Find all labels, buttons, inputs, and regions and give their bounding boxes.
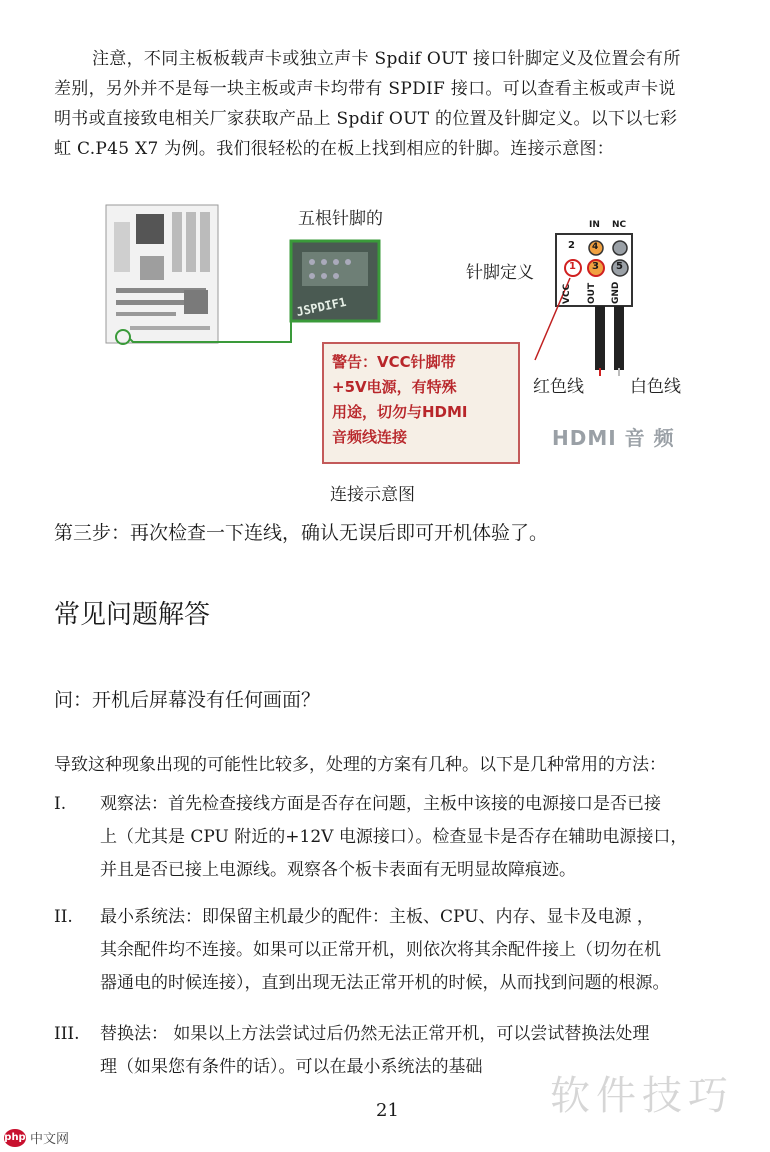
step3-text: 第三步：再次检查一下连线，确认无误后即可开机体验了。 [54,522,549,544]
intro-line: 差别，另外并不是每一块主板或声卡均带有 SPDIF 接口。可以查看主板或声卡说 [54,79,676,99]
hdmi-audio-label: HDMI 音 频 [552,426,675,450]
intro-line: 明书或直接致电相关厂家获取产品上 Spdif OUT 的位置及针脚定义。以下以七彩 [54,109,678,129]
method-line: 理（如果您有条件的话）。可以在最小系统法的基础 [100,1057,483,1077]
wire-connector-right [614,306,624,370]
figure-caption: 连接示意图 [330,485,415,505]
method-line: 替换法： 如果以上方法尝试过后仍然无法正常开机，可以尝试替换法处理 [100,1024,650,1044]
method-line: 其余配件均不连接。如果可以正常开机，则依次将其余配件接上（切勿在机 [100,940,661,960]
jspdif-label: JSPDIF1 [295,294,348,320]
pin-label-2: 2 [568,240,575,251]
five-pin-label: 五根针脚的 [298,209,383,229]
pin-definition-label: 针脚定义 [466,263,534,283]
pin-number-1: 1 [569,261,576,272]
intro-line: 注意，不同主板板载声卡或独立声卡 Spdif OUT 接口针脚定义及位置会有所 [92,49,681,69]
white-wire-label: 白色线 [630,377,681,397]
method-line: 观察法：首先检查接线方面是否存在问题，主板中该接的电源接口是否已接 [100,794,661,814]
pin-number-5: 5 [616,261,623,272]
php-badge[interactable] [4,1128,69,1147]
pin-number-3: 3 [592,261,599,272]
warning-box [322,342,520,464]
connection-figure [0,0,770,520]
pin-label-in: IN [589,220,600,230]
answer-intro: 导致这种现象出现的可能性比较多，处理的方案有几种。以下是几种常用的方法： [54,755,666,775]
red-wire-label: 红色线 [533,377,584,397]
method-line: 器通电的时候连接），直到出现无法正常开机的时候，从而找到问题的根源。 [100,973,670,993]
method-line: 最小系统法：即保留主机最少的配件：主板、CPU、内存、显卡及电源 ， [100,907,654,927]
question-heading: 问：开机后屏幕没有任何画面？ [54,689,321,711]
pin-label-gnd: GND [611,281,621,304]
method-line: 上（尤其是 CPU 附近的+12V 电源接口）。检查显卡是否存在辅助电源接口， [100,827,688,847]
method-item [54,901,726,1000]
warning-line: 用途，切勿与HDMI [332,403,468,421]
pin-label-nc: NC [612,220,627,230]
watermark: 软件技巧 [550,1073,734,1119]
pin-number-4: 4 [592,242,599,252]
pin-label-vcc: VCC [562,283,572,304]
warning-line: 警告：VCC针脚带 [332,353,456,371]
wire-connector-left [595,306,605,370]
list-marker: II. [54,907,73,927]
page-number: 21 [376,1100,399,1121]
intro-line: 虹 C.P45 X7 为例。我们很轻松的在板上找到相应的针脚。连接示意图： [54,139,615,159]
motherboard-image [106,205,218,344]
warning-line: 音频线连接 [332,428,408,446]
pin-label-out: OUT [587,282,597,304]
php-logo-icon: php [4,1129,26,1147]
warning-line: +5V电源，有特殊 [332,378,457,396]
method-item [54,788,726,887]
php-badge-text: 中文网 [30,1132,70,1147]
list-marker: III. [54,1024,80,1044]
list-marker: I. [54,794,67,814]
method-line: 并且是否已接上电源线。观察各个板卡表面有无明显故障痕迹。 [100,860,576,880]
faq-heading: 常见问题解答 [54,600,211,630]
